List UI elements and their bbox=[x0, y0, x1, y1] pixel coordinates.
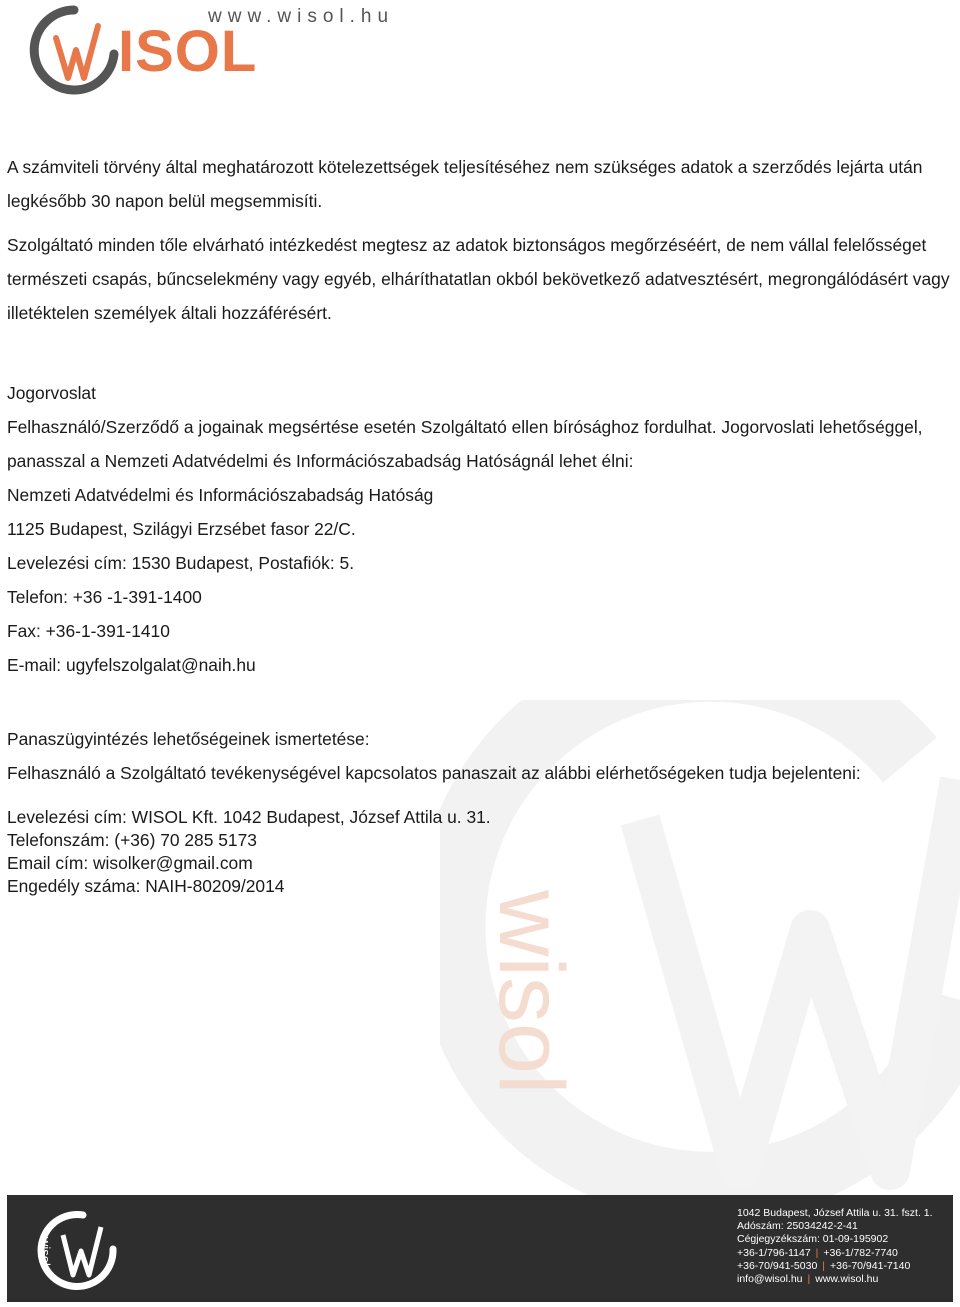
paragraph-retention: A számviteli törvény által meghatározott kötelezettségek teljesítéséhez nem szükséges adatok a szerződés lejárta után legkésőbb 30 napon belül megsemmisíti. bbox=[7, 157, 923, 211]
footer-phone[interactable]: +36-1/796-1147 bbox=[737, 1246, 811, 1259]
footer-separator: | bbox=[815, 1246, 819, 1259]
footer-logo-icon bbox=[27, 1209, 117, 1291]
footer-phones-row-2 bbox=[737, 1260, 933, 1273]
authority-email[interactable]: E-mail: ugyfelszolgalat@naih.hu bbox=[7, 655, 256, 675]
authority-address: 1125 Budapest, Szilágyi Erzsébet fasor 22/C. bbox=[7, 519, 356, 539]
footer-logo-text: wisol bbox=[38, 1237, 53, 1266]
document-body bbox=[7, 150, 952, 898]
footer-registry: Cégjegyzékszám: 01-09-195902 bbox=[737, 1233, 889, 1246]
footer-web-row bbox=[737, 1273, 933, 1286]
site-url[interactable]: www.wisol.hu bbox=[208, 6, 395, 27]
authority-fax: Fax: +36-1-391-1410 bbox=[7, 621, 170, 641]
authority-name: Nemzeti Adatvédelmi és Információszabadság Hatóság bbox=[7, 485, 434, 505]
jogorvoslat-heading: Jogorvoslat bbox=[7, 383, 96, 403]
footer-separator: | bbox=[807, 1273, 811, 1286]
page-footer bbox=[7, 1195, 953, 1302]
paragraph-liability: Szolgáltató minden tőle elvárható intézkedést megtesz az adatok biztonságos megőrzéséért, de nem vállal felelősséget természeti csapás, bűncselekmény vagy egyéb, elháríthatatlan okból bekövetkező adatvesztésért, megrongálódásért vagy illetéktelen személyek általi hozzáférésért. bbox=[7, 235, 950, 323]
footer-phone[interactable]: +36-1/782-7740 bbox=[823, 1246, 898, 1259]
panasz-phone: Telefonszám: (+36) 70 285 5173 bbox=[7, 830, 257, 850]
panasz-postal: Levelezési cím: WISOL Kft. 1042 Budapest, József Attila u. 31. bbox=[7, 807, 491, 827]
jogorvoslat-text: Felhasználó/Szerződő a jogainak megsértése esetén Szolgáltató ellen bírósághoz fordulhat. Jogorvoslati lehetőséggel, panasszal a Nemzeti Adatvédelmi és Információszabadság Hatóságnál lehet élni: bbox=[7, 417, 923, 471]
footer-phone[interactable]: +36-70/941-7140 bbox=[830, 1259, 911, 1272]
footer-phone[interactable]: +36-70/941-5030 bbox=[737, 1259, 818, 1272]
footer-phones-row-1 bbox=[737, 1247, 933, 1260]
footer-separator: | bbox=[822, 1259, 826, 1272]
footer-email[interactable]: info@wisol.hu bbox=[737, 1273, 803, 1286]
wisol-logo-icon bbox=[28, 4, 120, 96]
authority-postal: Levelezési cím: 1530 Budapest, Postafiók: 5. bbox=[7, 553, 355, 573]
page-header bbox=[0, 0, 960, 100]
footer-address: 1042 Budapest, József Attila u. 31. fszt. 1. bbox=[737, 1207, 933, 1219]
panasz-text: Felhasználó a Szolgáltató tevékenységével kapcsolatos panaszait az alábbi elérhetőségeken tudja bejelenteni: bbox=[7, 763, 861, 783]
panasz-email[interactable]: Email cím: wisolker@gmail.com bbox=[7, 853, 253, 873]
footer-web[interactable]: www.wisol.hu bbox=[815, 1273, 879, 1286]
authority-phone: Telefon: +36 -1-391-1400 bbox=[7, 587, 202, 607]
panasz-license: Engedély száma: NAIH-80209/2014 bbox=[7, 876, 285, 896]
brand-name: ISOL bbox=[118, 19, 258, 84]
panasz-heading: Panaszügyintézés lehetőségeinek ismertetése: bbox=[7, 729, 370, 749]
footer-contact bbox=[737, 1207, 933, 1286]
watermark-text: wisol bbox=[480, 890, 582, 1095]
footer-tax: Adószám: 25034242-2-41 bbox=[737, 1220, 858, 1233]
